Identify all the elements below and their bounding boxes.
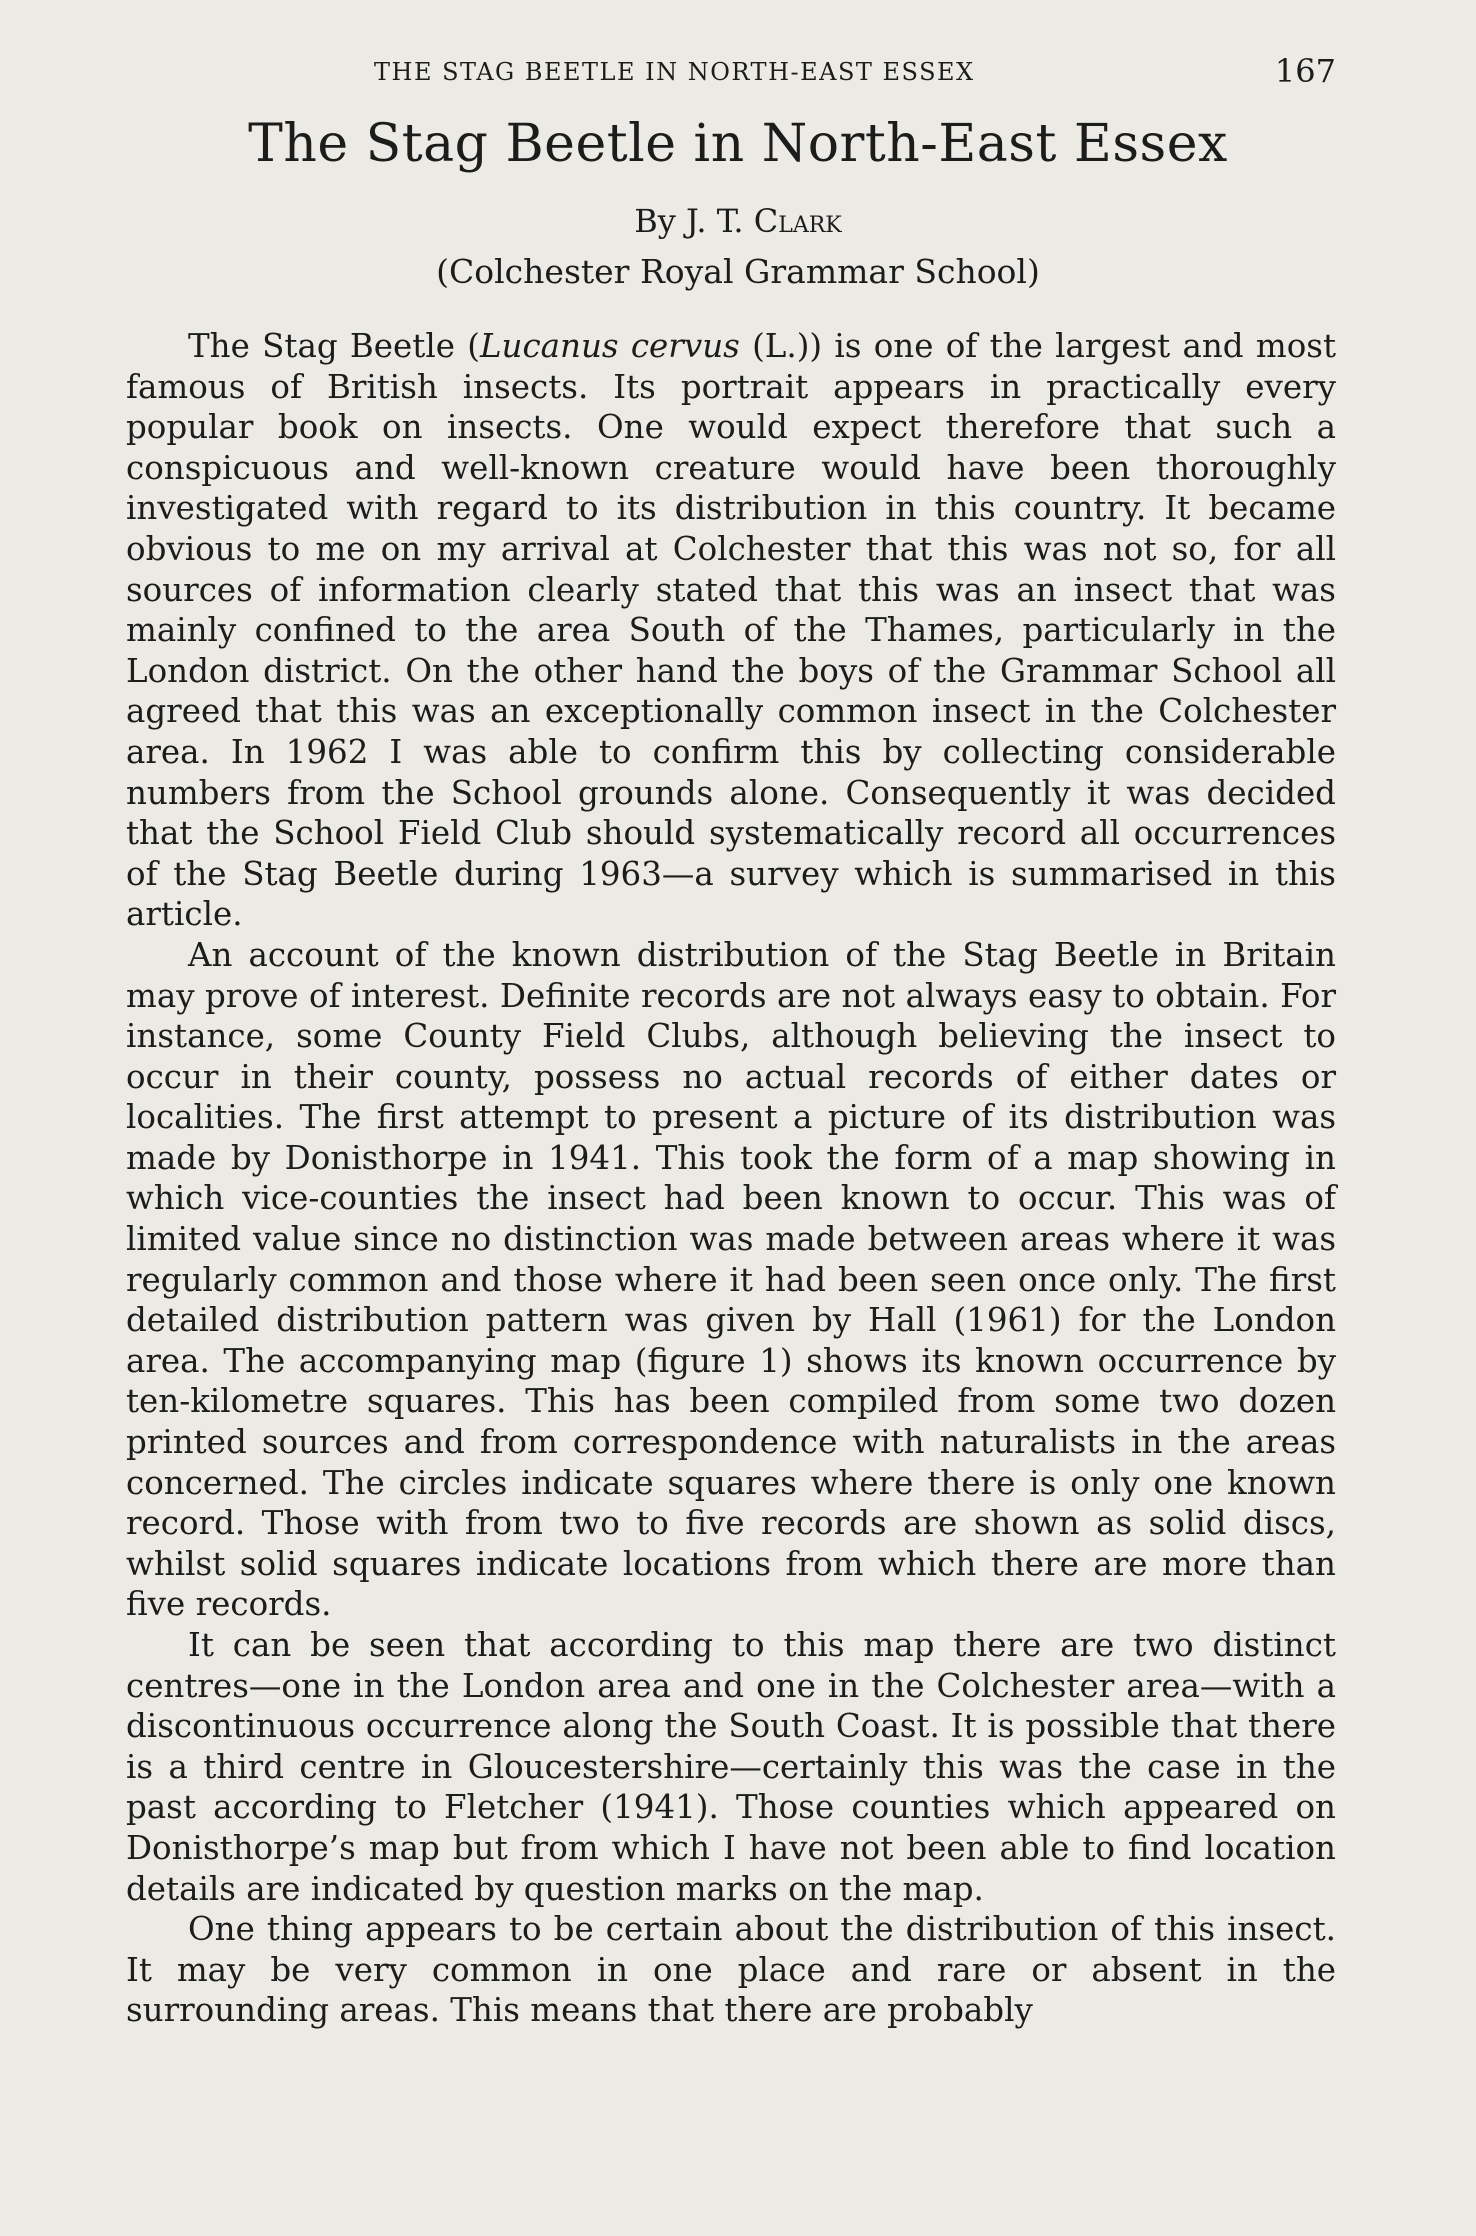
byline-prefix: By — [634, 202, 687, 240]
body-paragraph-1 — [126, 326, 1336, 935]
page-number: 167 — [1274, 52, 1336, 90]
article-title: The Stag Beetle in North-East Essex — [248, 114, 1228, 174]
paragraph-text: The Stag Beetle ( — [188, 327, 480, 365]
body-paragraph-2: An account of the known distribution of the Stag Beetle in Britain may prove of interest. Definite records are not always easy to obtain. For instance, some County Field Clubs, although believing the insect to occur in their county, possess no actual records of either dates or localities. The first attempt to present a picture of its distribution was made by Donisthorpe in 1941. This took the form of a map showing in which vice-counties the insect had been known to occur. This was of limited value since no distinction was made between areas where it was regularly common and those where it had been seen once only. The first detailed distribution pattern was given by Hall (1961) for the London area. The accompanying map (figure 1) shows its known occurrence by ten-kilometre squares. This has been compiled from some two dozen printed sources and from correspondence with naturalists in the areas concerned. The circles indicate squares where there is only one known record. Those with from two to five records are shown as solid discs, whilst solid squares indicate locations from which there are more than five records. — [126, 935, 1336, 1624]
article-body — [126, 326, 1336, 2031]
byline — [0, 202, 1476, 240]
species-name: Lucanus cervus — [479, 327, 740, 365]
body-paragraph-3: It can be seen that according to this map there are two distinct centres—one in the London area and one in the Colchester area—with a discontinuous occurrence along the South Coast. It is possible that there is a third centre in Gloucestershire—certainly this was the case in the past according to Fletcher (1941). Those counties which appeared on Donisthorpe’s map but from which I have not been able to find location details are indicated by question marks on the map. — [126, 1626, 1336, 1908]
running-head — [126, 52, 1336, 92]
author-name: J. T. Clark — [686, 202, 842, 240]
body-paragraph-4: One thing appears to be certain about the distribution of this insect. It may be very common in one place and rare or absent in the surrounding areas. This means that there are probably — [126, 1910, 1336, 2030]
running-title: THE STAG BEETLE IN NORTH-EAST ESSEX — [374, 58, 975, 86]
paragraph-text: (L.)) is one of the largest and most famous of British insects. Its portrait appears in practically every popular book on insects. One would expect therefore that such a conspicuous and well-known creature would have been thoroughly investigated with regard to its distribution in this country. It became obvious to me on my arrival at Colchester that this was not so, for all sources of information clearly stated that this was an insect that was mainly confined to the area South of the Thames, particularly in the London district. On the other hand the boys of the Grammar School all agreed that this was an exceptionally common insect in the Colchester area. In 1962 I was able to confirm this by collecting considerable numbers from the School grounds alone. Consequently it was decided that the School Field Club should systematically record all occurrences of the Stag Beetle during 1963—a survey which is summarised in this article. — [126, 327, 1337, 934]
author-affiliation: (Colchester Royal Grammar School) — [436, 252, 1040, 291]
